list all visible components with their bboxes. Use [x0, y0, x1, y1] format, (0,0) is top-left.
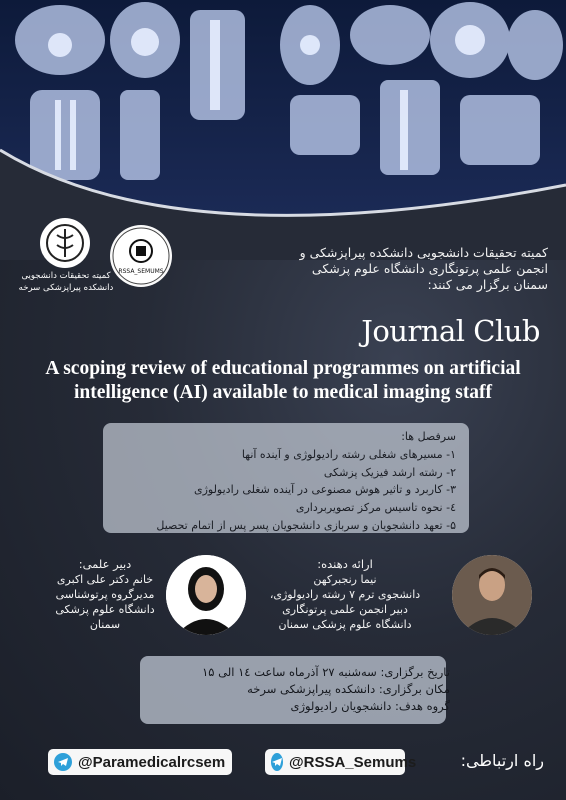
rssa-emblem-icon	[112, 227, 170, 285]
caduceus-icon	[45, 223, 85, 263]
person-silhouette-icon	[166, 555, 246, 635]
telegram-icon	[54, 753, 72, 771]
topic-item: ٤- نحوه تاسیس مرکز تصویربرداری	[295, 501, 456, 515]
secretary-line: مدیرگروه پرتوشناسی	[55, 588, 155, 601]
presenter-line: دبیر انجمن علمی پرتونگاری	[282, 603, 408, 616]
article-title: A scoping review of educational programmes on artificial intelligence (AI) available to medical imaging staff	[45, 358, 521, 403]
presenter-photo	[452, 555, 532, 635]
event-place: مکان برگزاری: دانشکده پیراپزشکی سرخه	[247, 682, 450, 696]
telegram-link-paramedicalrcsem[interactable]	[48, 749, 232, 775]
rssa-semums-logo	[110, 225, 172, 287]
telegram-link-rssa-semums[interactable]	[265, 749, 417, 775]
telegram-handle: @RSSA_Semums	[289, 753, 417, 771]
scientific-secretary-heading: دبیر علمی:	[78, 557, 132, 571]
presenter-line: دانشگاه علوم پزشکی سمنان	[278, 618, 412, 631]
topic-item: ۳- کاربرد و تاثیر هوش مصنوعی در آینده شغلی رادیولوژی	[193, 483, 456, 497]
presenter-heading: ارائه دهنده:	[317, 557, 373, 571]
secretary-line: خانم دکتر علی اکبری	[56, 573, 154, 586]
presenter-line: دانشجوی ترم ۷ رشته رادیولوژی،	[269, 588, 421, 601]
secretary-line: دانشگاه علوم پزشکی	[55, 603, 155, 616]
page-title: Journal Club	[361, 314, 540, 348]
student-research-committee-caption: کمیته تحقیقات دانشجویی دانشکده پیراپزشکی سرخه	[18, 271, 114, 293]
event-audience: گروه هدف: دانشجویان رادیولوژی	[290, 699, 450, 713]
telegram-icon	[271, 753, 283, 771]
scientific-secretary-photo	[166, 555, 246, 635]
intro-line: سمنان برگزار می کنند:	[427, 277, 548, 292]
topics-list	[96, 428, 456, 535]
topic-item: ۱- مسیرهای شغلی رشته رادیولوژی و آینده آنها	[241, 447, 456, 461]
topic-item: ۵- تعهد دانشجویان و سربازی دانشجویان پسر پس از اتمام تحصیل	[156, 518, 456, 532]
banner-curve-divider	[0, 0, 566, 260]
event-details	[150, 664, 450, 715]
intro-line: کمیته تحقیقات دانشجویی دانشکده پیراپزشکی و	[299, 245, 548, 260]
event-date: تاریخ برگزاری: سه‌شنبه ۲۷ آذرماه ساعت ١٤ الی ١۵	[202, 665, 450, 679]
rssa-logo-text: RSSA_SEMUMS	[118, 268, 164, 275]
presenter-info	[240, 557, 450, 632]
topic-item: ۲- رشته ارشد فیزیک پزشکی	[323, 465, 456, 479]
telegram-handle: @Paramedicalrcsem	[78, 753, 226, 771]
student-research-committee-logo	[40, 218, 90, 268]
presenter-line: نیما رنجبرکهن	[313, 573, 377, 586]
secretary-line: سمنان	[89, 618, 121, 631]
topics-heading: سرفصل ها:	[401, 430, 456, 443]
scientific-secretary-info	[40, 557, 170, 632]
intro-line: انجمن علمی پرتونگاری دانشگاه علوم پزشکی	[311, 261, 548, 276]
person-silhouette-icon	[452, 555, 532, 635]
contact-label: راه ارتباطی:	[460, 751, 544, 770]
organizers-intro	[218, 245, 548, 293]
